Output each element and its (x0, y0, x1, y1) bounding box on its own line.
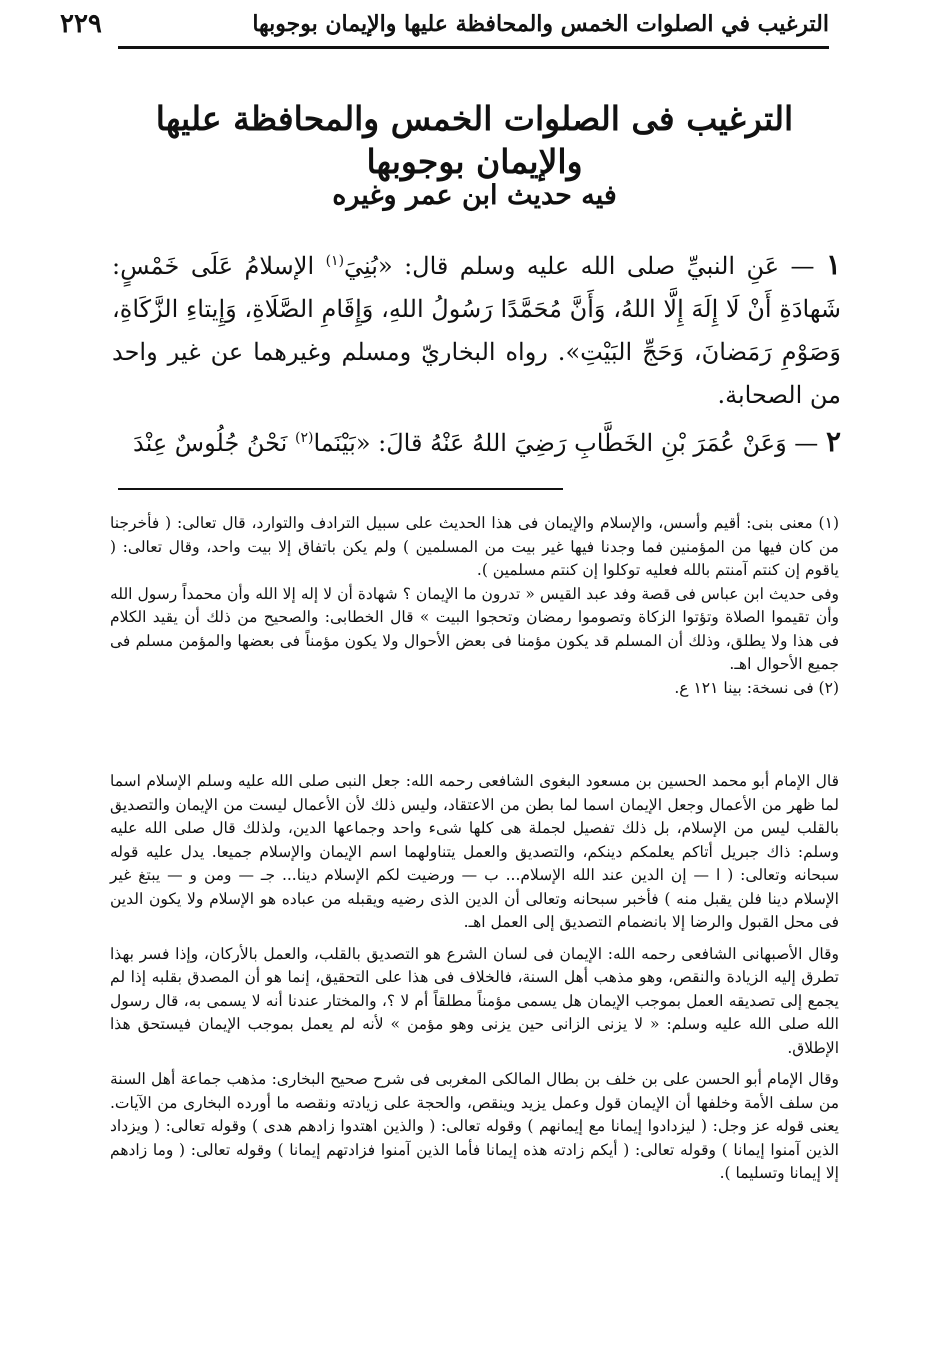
footnote-rule (118, 488, 563, 490)
header-rule (118, 46, 829, 49)
footnote-ref[interactable]: (١) (325, 253, 345, 269)
page-number: ٢٢٩ (60, 9, 102, 39)
hadith-block (112, 240, 841, 465)
commentary-ibn-battal: وقال الإمام أبو الحسن على بن خلف بن بطال المالكى المغربى فى شرح صحيح البخارى: مذهب جماعة أهل السنة من سلف الأمة وخلفها أن الإيمان قول وعمل يزيد وينقص، والحجة على زيادته ونقصه ما أورده البخارى من الآيات. يعنى قوله عز وجل: ( ليزدادوا إيمانا مع إيمانهم ) وقوله تعالى: ( والذين اهتدوا زادهم هدى ) وقوله تعالى: ( ويزداد الذين آمنوا إيمانا ) وقوله تعالى: ( أيكم زادته هذه إيمانا فأما الذين آمنوا فزادتهم إيمانا ) وقوله تعالى: ( وما زادهم إلا إيمانا وتسليما ). (110, 1070, 839, 1182)
footnote-1: (١) معنى بنى: أقيم وأسس، والإسلام والإيمان فى هذا الحديث على سبيل الترادف والتوارد، قال تعالى: ( فأخرجنا من كان فيها من المؤمنين فما وجدنا فيها غير بيت من المسلمين ) ولم يكن باتفاق إلا بيت واحد، وقال تعالى: ( ياقوم إن كنتم آمنتم بالله فعليه توكلوا إن كنتم مسلمين ). (110, 514, 839, 579)
footnote-ref[interactable]: (٢) (295, 430, 314, 446)
hadith-number: ١ (825, 248, 841, 281)
running-header (60, 4, 829, 44)
hadith-number: ٢ (825, 425, 841, 458)
footnote-2: (٢) فى نسخة: بينا ١٢١ ع. (674, 678, 839, 697)
commentary-asbahani: وقال الأصبهانى الشافعى رحمه الله: الإيمان فى لسان الشرع هو التصديق بالقلب، والعمل بالأركان، وإذا فسر بهذا تطرق إليه الزيادة والنقص، وهو مذهب أهل السنة، فالخلاف فى هذا على التحقيق، إنما هو أن المصدق بقلبه إذا لم يجمع إلى تصديقه العمل بموجب الإيمان هل يسمى مؤمناً مطلقاً أم لا ؟، والمختار عندنا أنه لا يسمى به، قال رسول الله صلى الله عليه وسلم: « لا يزنى الزانى حين يزنى وهو مؤمن » لأنه لم يعمل بموجب الإيمان فيستحق هذا الإطلاق. (110, 944, 839, 1057)
chapter-title: الترغيب فى الصلوات الخمس والمحافظة عليها والإيمان بوجوبها (155, 99, 794, 181)
running-title: الترغيب في الصلوات الخمس والمحافظة عليها والإيمان بوجوبها (252, 11, 829, 37)
footnotes (110, 512, 839, 700)
hadith-2 (112, 417, 841, 465)
commentary (110, 770, 839, 1194)
hadith-text-rest: الإسلامُ عَلَى خَمْسٍ: شَهادَةِ أَنْ لَا إِلَهَ إِلَّا اللهُ، وَأَنَّ مُحَمَّدًا رَسُولُ اللهِ، وَإِقَامِ الصَّلَاةِ، وَإِيتاءِ الزَّكَاةِ، وَصَوْمِ رَمَضانَ، وَحَجِّ البَيْتِ». رواه البخاريّ ومسلم وغيرهما عن غير واحد من الصحابة. (112, 252, 842, 409)
chapter-subtitle: فيه حديث ابن عمر وغيره (332, 180, 617, 211)
hadith-text-start: — وَعَنْ عُمَرَ بْنِ الخَطَّابِ رَضِيَ اللهُ عَنْهُ قالَ: «بَيْنَما (313, 429, 819, 457)
hadith-1 (112, 240, 841, 417)
commentary-baghawi: قال الإمام أبو محمد الحسين بن مسعود البغوى الشافعى رحمه الله: جعل النبى صلى الله عليه وسلم الإسلام اسما لما ظهر من الأعمال وجعل الإيمان اسما لما بطن من الاعتقاد، وليس ذلك لأن الأعمال ليست من الإيمان والتصديق بالقلب ليس من الإسلام، بل ذلك تفصيل لجملة هى كلها شىء واحد وجماعها الدين، ولذلك قال صلى الله عليه وسلم: ذاك جبريل أتاكم يعلمكم دينكم، والتصديق والعمل يتناولهما اسم الإيمان والإسلام جميعا. يدل عليه قوله سبحانه وتعالى: ( ا — إن الدين عند الله الإسلام... ب — ورضيت لكم الإسلام دينا... جـ — ومن و — يبتغ غير الإسلام دينا فلن يقبل منه ) فأخبر سبحانه وتعالى أن الدين الذى رضيه ويقبله من عباده هو الإسلام ولا يكون الدين فى محل القبول والرضا إلا بانضمام التصديق إلى العمل اهـ. (110, 772, 839, 931)
hadith-text-rest: نَحْنُ جُلُوسٌ عِنْدَ (133, 429, 288, 457)
hadith-text-start: — عَنِ النبيِّ صلى الله عليه وسلم قال: «بُنِيَ (344, 252, 815, 280)
footnote-1-continued: وفى حديث ابن عباس فى قصة وفد عبد القيس « تدرون ما الإيمان ؟ شهادة أن لا إله إلا الله وأن محمداً رسول الله وأن تقيموا الصلاة وتؤتوا الزكاة وتصوموا رمضان وتحجوا البيت » قال الخطابى: والصحيح من ذلك أن يقيد الكلام فى هذا ولا يطلق، وذلك أن المسلم قد يكون مؤمنا فى بعض الأحوال ولا يكون مؤمناً فى بعضها والمؤمن مسلم فى جميع الأحوال اهـ. (110, 584, 839, 673)
